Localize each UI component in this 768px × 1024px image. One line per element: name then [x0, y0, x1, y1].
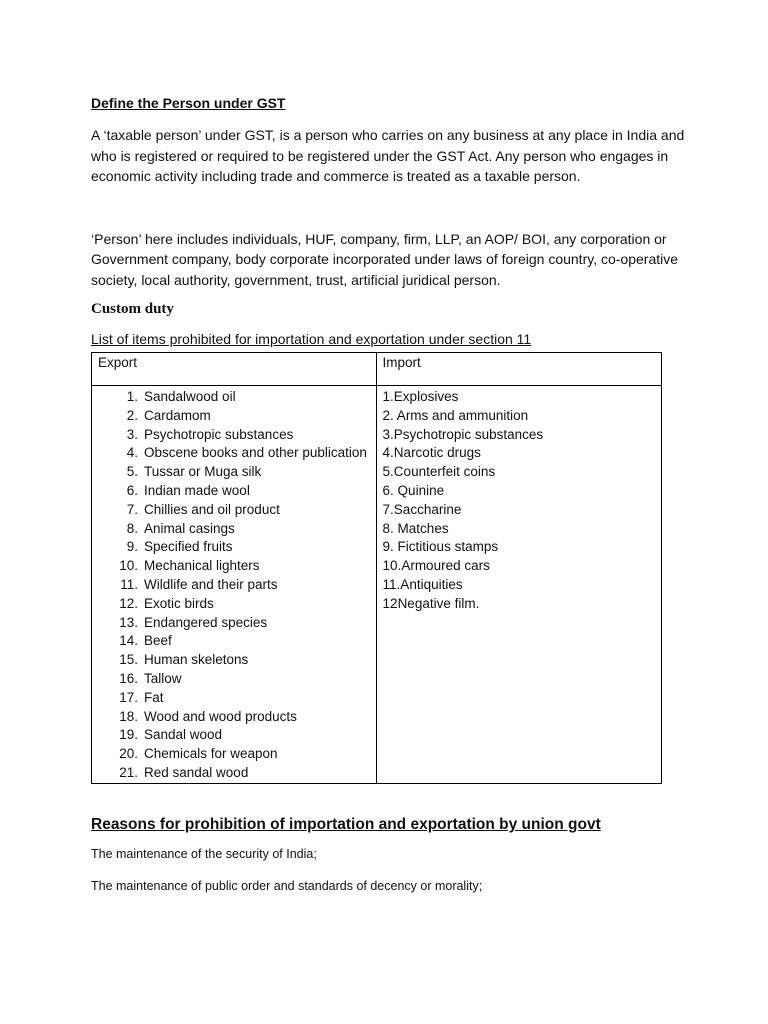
export-cell [92, 386, 377, 784]
list-item-text: Tallow [144, 670, 182, 686]
list-item: 3.Psychotropic substances [382, 426, 544, 442]
list-item-number: 2. [126, 407, 138, 423]
list-item-number: 13. [119, 614, 138, 630]
list-item-number: 11. [120, 576, 138, 592]
list-item: 2. Arms and ammunition [382, 407, 529, 423]
list-item-number: 9. [126, 539, 138, 555]
list-item [98, 444, 370, 463]
list-item: 11.Antiquities [382, 576, 463, 592]
list-item [98, 726, 370, 745]
reason-item: The maintenance of public order and standards of decency or morality; [91, 878, 483, 893]
list-item [98, 745, 370, 764]
list-item [98, 614, 370, 633]
list-item-number: 6. [126, 482, 138, 498]
list-item [98, 689, 370, 708]
list-item-text: Psychotropic substances [144, 426, 294, 442]
list-item-text: Mechanical lighters [144, 558, 260, 574]
list-item-number: 18. [119, 708, 138, 724]
list-item [98, 764, 370, 783]
list-item: 1.Explosives [382, 389, 459, 404]
list-item [98, 501, 370, 520]
list-item [98, 538, 370, 557]
list-item [98, 708, 370, 727]
list-item-number: 12. [119, 595, 138, 611]
list-item-text: Chemicals for weapon [144, 746, 278, 762]
list-item-number: 8. [126, 520, 138, 536]
list-item [98, 557, 370, 576]
list-item-text: Chillies and oil product [144, 501, 280, 517]
list-item-text: Wood and wood products [144, 708, 297, 724]
list-item-number: 15. [119, 652, 138, 668]
export-column-header: Export [92, 353, 377, 386]
list-item: 5.Counterfeit coins [382, 464, 496, 480]
list-item-text: Cardamom [144, 407, 211, 423]
list-item-text: Exotic birds [144, 595, 214, 611]
define-person-heading: Define the Person under GST [91, 95, 286, 111]
table-row [92, 386, 662, 784]
list-item-text: Fat [144, 689, 164, 705]
taxable-person-paragraph: A ‘taxable person’ under GST, is a person who carries on any business at any place in India and who is registered or required to be registered under the GST Act. Any person who engages in economic activity including trade and commerce is treated as a taxable person. [91, 127, 685, 184]
prohibited-items-table [91, 352, 662, 784]
list-item-text: Wildlife and their parts [144, 576, 278, 592]
list-item-text: Sandal wood [144, 727, 223, 743]
import-cell [376, 386, 661, 784]
list-item-number: 20. [119, 746, 138, 762]
list-item-number: 17. [119, 689, 138, 705]
import-list [383, 388, 655, 614]
list-item: 6. Quinine [382, 482, 445, 498]
list-item-text: Indian made wool [144, 482, 250, 498]
list-item: 9. Fictitious stamps [382, 539, 499, 555]
list-item-text: Sandalwood oil [144, 389, 236, 404]
list-item-number: 7. [126, 501, 138, 517]
list-item-number: 21. [119, 764, 138, 780]
export-list [98, 388, 370, 783]
list-item: 8. Matches [382, 520, 449, 536]
import-column-header: Import [376, 353, 661, 386]
list-item-text: Beef [144, 633, 172, 649]
list-item-text: Red sandal wood [144, 764, 249, 780]
list-item [98, 576, 370, 595]
list-item [98, 463, 370, 482]
list-item-number: 4. [126, 445, 138, 461]
list-item [98, 651, 370, 670]
list-item-number: 5. [126, 464, 138, 480]
list-item-text: Specified fruits [144, 539, 233, 555]
list-item-text: Animal casings [144, 520, 235, 536]
list-item-text: Endangered species [144, 614, 268, 630]
list-item-number: 10. [119, 558, 138, 574]
table-header-row [92, 353, 662, 386]
document-page [91, 94, 691, 894]
list-item: 4.Narcotic drugs [382, 445, 481, 461]
prohibited-items-heading: List of items prohibited for importation and exportation under section 11 [91, 331, 532, 347]
list-item-text: Obscene books and other publication [144, 445, 367, 461]
list-item [98, 520, 370, 539]
list-item: 12Negative film. [382, 595, 480, 611]
custom-duty-heading: Custom duty [91, 301, 174, 317]
list-item [98, 482, 370, 501]
list-item [98, 670, 370, 689]
list-item: 7.Saccharine [382, 501, 462, 517]
list-item-number: 3. [126, 426, 138, 442]
list-item [98, 388, 370, 407]
list-item-number: 14. [119, 633, 138, 649]
list-item-text: Tussar or Muga silk [144, 464, 262, 480]
list-item [98, 426, 370, 445]
list-item [98, 632, 370, 651]
list-item-number: 19. [119, 727, 138, 743]
list-item-text: Human skeletons [144, 652, 249, 668]
list-item: 10.Armoured cars [382, 558, 490, 574]
person-definition-paragraph: ‘Person’ here includes individuals, HUF, company, firm, LLP, an AOP/ BOI, any corporation or Government company, body corporate incorporated under laws of foreign country, co-operative society, local authority, government, trust, artificial juridical person. [91, 230, 679, 288]
list-item [98, 595, 370, 614]
reason-item: The maintenance of the security of India; [91, 846, 317, 861]
reasons-heading: Reasons for prohibition of importation and exportation by union govt [91, 815, 601, 833]
list-item-number: 1. [126, 389, 138, 404]
list-item [98, 407, 370, 426]
list-item-number: 16. [119, 670, 138, 686]
